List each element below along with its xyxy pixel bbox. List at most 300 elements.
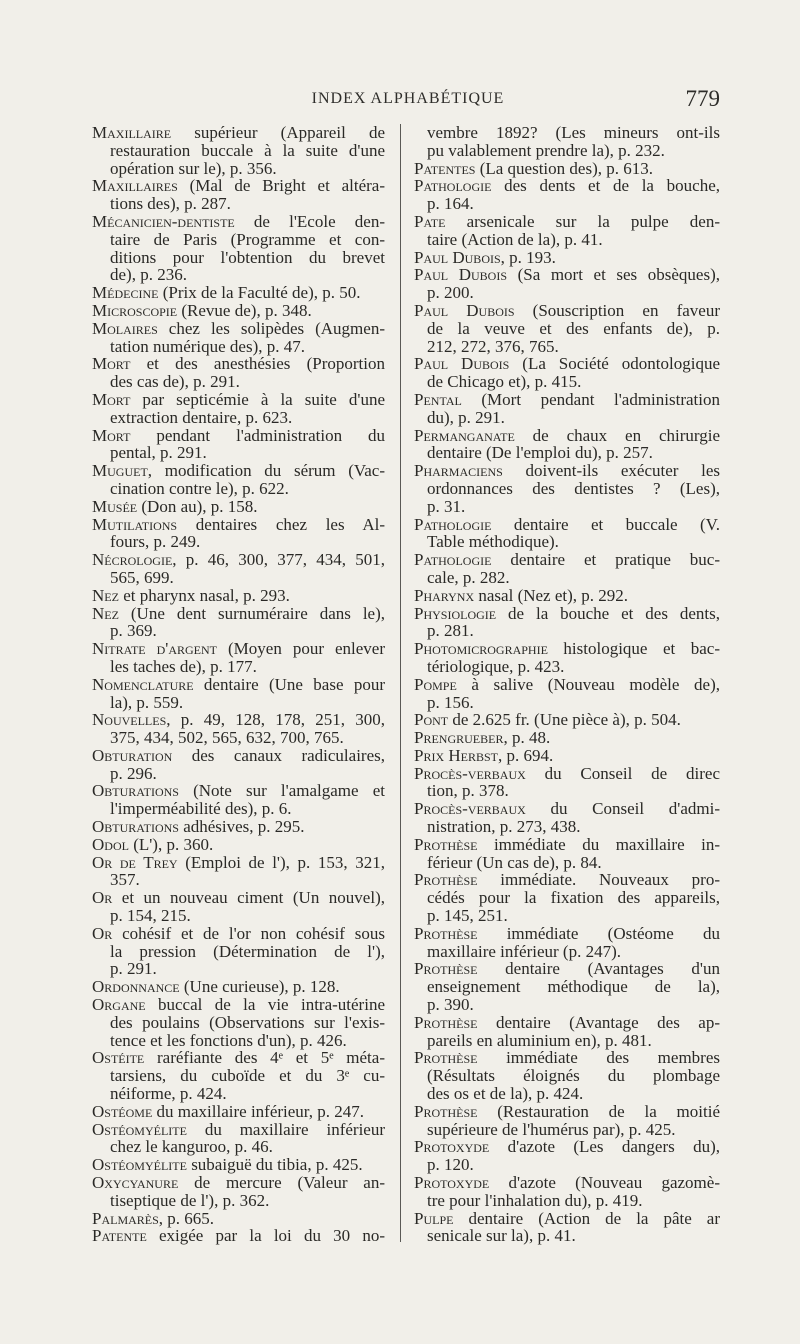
entry-text: vembre 1892? (Les mineurs ont-ils [427, 123, 720, 142]
entry-text: pareils en aluminium en), p. 481. [427, 1030, 652, 1050]
entry-line [414, 889, 720, 907]
entry-line [414, 480, 720, 498]
entry-text: opération sur le), p. 356. [110, 158, 277, 178]
entry-line [92, 1227, 385, 1245]
entry-text: immédiate (Ostéome du [477, 923, 720, 943]
index-entry [414, 213, 720, 249]
entry-line [92, 871, 385, 889]
entry-line [414, 462, 720, 480]
entry-headword: Pathologie [414, 176, 492, 196]
entry-line [92, 1049, 385, 1067]
entry-line [92, 996, 385, 1014]
entry-headword: Pont [414, 710, 449, 730]
entry-line [414, 658, 720, 676]
index-entry [414, 1049, 720, 1102]
entry-text: (Note sur l'amalgame et [178, 781, 385, 801]
index-entry [92, 1227, 385, 1245]
entry-line [414, 747, 720, 765]
index-entry [92, 747, 385, 783]
entry-text: tion, p. 378. [427, 781, 509, 801]
entry-line [92, 622, 385, 640]
entry-headword: Procès-verbaux [414, 799, 526, 819]
entry-text: maxillaire inférieur (p. 247). [427, 941, 622, 961]
entry-line [414, 427, 720, 445]
index-entry [92, 355, 385, 391]
entry-line [414, 195, 720, 213]
entry-line [414, 782, 720, 800]
entry-line [414, 836, 720, 854]
entry-headword: Or [92, 923, 113, 943]
index-entry [92, 587, 385, 605]
entry-line [92, 160, 385, 178]
entry-text: arsenicale sur la pulpe den- [445, 211, 720, 231]
entry-headword: Obturation [92, 745, 173, 765]
entry-line [92, 462, 385, 480]
entry-headword: Paul Dubois [414, 354, 510, 374]
index-entry [92, 605, 385, 641]
entry-line [92, 373, 385, 391]
entry-headword: Prothèse [414, 834, 478, 854]
entry-line [414, 800, 720, 818]
entry-line [92, 177, 385, 195]
index-entry [92, 1103, 385, 1121]
entry-line [92, 943, 385, 961]
entry-line [92, 960, 385, 978]
running-head: INDEX ALPHABÉTIQUE [311, 90, 505, 107]
entry-line [92, 391, 385, 409]
entry-line [414, 587, 720, 605]
entry-text: chez le kanguroo, p. 46. [110, 1137, 273, 1157]
entry-headword: Pharynx [414, 585, 475, 605]
entry-line [92, 533, 385, 551]
entry-headword: Physiologie [414, 603, 497, 623]
entry-text: tence et les fonctions d'un), p. 426. [110, 1030, 347, 1050]
entry-line [414, 1085, 720, 1103]
entry-headword: Pental [414, 389, 462, 409]
entry-text: dentaires chez les Al- [177, 514, 385, 534]
entry-headword: Nez [92, 585, 119, 605]
entry-text: dentaire et buccale (V. [491, 514, 720, 534]
entry-text: histologique et bac- [547, 639, 720, 659]
entry-line [92, 444, 385, 462]
entry-headword: Protoxyde [414, 1137, 490, 1157]
entry-text: par septicémie à la suite d'une [130, 389, 385, 409]
index-entry [92, 1210, 385, 1228]
entry-text: fours, p. 249. [110, 532, 201, 552]
index-entry [414, 1174, 720, 1210]
index-entry [414, 160, 720, 178]
index-entry [92, 498, 385, 516]
entry-line [92, 569, 385, 587]
entry-text: dentaire et pratique buc- [491, 550, 720, 570]
entry-headword: Patente [92, 1226, 147, 1246]
entry-headword: Muguet [92, 461, 148, 481]
entry-line [92, 142, 385, 160]
entry-text: , p. 46, 300, 377, 434, 501, [172, 550, 385, 570]
entry-headword: Musée [92, 496, 138, 516]
entry-headword: Organe [92, 995, 146, 1015]
index-entry [92, 1156, 385, 1174]
entry-line [414, 1032, 720, 1050]
entry-text: cohésif et de l'or non cohésif sous [112, 923, 385, 943]
entry-line [414, 177, 720, 195]
entry-text: , p. 48. [503, 728, 551, 748]
entry-headword: Ordonnance [92, 977, 180, 997]
entry-line [92, 978, 385, 996]
entry-line [414, 124, 720, 142]
entry-text: immédiate. Nouveaux pro- [477, 870, 720, 890]
entry-text: supérieure de l'humérus par), p. 425. [427, 1119, 676, 1139]
entry-text: pental, p. 291. [110, 443, 207, 463]
entry-line [414, 284, 720, 302]
entry-text: d'azote (Les dangers du), [489, 1137, 720, 1157]
index-entry [414, 925, 720, 961]
entry-text: 212, 272, 376, 765. [427, 336, 559, 356]
entry-line [92, 605, 385, 623]
entry-line [414, 711, 720, 729]
index-entry [92, 836, 385, 854]
entry-text: (Restauration de la moitié [477, 1101, 720, 1121]
entry-line [92, 782, 385, 800]
index-entry [92, 978, 385, 996]
index-entry [414, 747, 720, 765]
entry-line [414, 1227, 720, 1245]
entry-text: p. 281. [427, 621, 474, 641]
entry-headword: Nouvelles [92, 710, 167, 730]
entry-line [92, 498, 385, 516]
entry-text: tériologique, p. 423. [427, 656, 565, 676]
entry-text: des dents et de la bouche, [491, 176, 720, 196]
entry-text: doivent-ils exécuter les [502, 461, 720, 481]
entry-line [92, 658, 385, 676]
entry-text: , p. 665. [158, 1208, 215, 1228]
entry-text: buccal de la vie intra-utérine [145, 995, 385, 1015]
entry-line [414, 249, 720, 267]
index-entry [414, 587, 720, 605]
entry-headword: Pathologie [414, 550, 492, 570]
entry-headword: Nez [92, 603, 119, 623]
entry-line [414, 355, 720, 373]
index-entry [92, 124, 385, 177]
entry-line [414, 1103, 720, 1121]
entry-line [92, 1156, 385, 1174]
entry-text: tre pour l'inhalation du), p. 419. [427, 1190, 643, 1210]
entry-text: p. 154, 215. [110, 906, 191, 926]
index-entry [414, 551, 720, 587]
entry-headword: Prix Herbst [414, 745, 498, 765]
entry-headword: Molaires [92, 318, 158, 338]
entry-line [92, 1085, 385, 1103]
index-entry [92, 818, 385, 836]
entry-text: supérieur (Appareil de [171, 123, 385, 142]
entry-line [414, 338, 720, 356]
entry-text: de chaux en chirurgie [514, 425, 720, 445]
entry-line [414, 1192, 720, 1210]
entry-line [414, 640, 720, 658]
entry-headword: Mort [92, 389, 131, 409]
entry-text: Table méthodique). [427, 532, 559, 552]
entry-text: (Revue de), p. 348. [177, 300, 312, 320]
entry-line [92, 1014, 385, 1032]
entry-text: (Prix de la Faculté de), p. 50. [158, 283, 361, 303]
entry-line [414, 160, 720, 178]
entry-line [92, 765, 385, 783]
entry-line [92, 409, 385, 427]
entry-text: des os et de la), p. 424. [427, 1084, 584, 1104]
entry-headword: Ostéome [92, 1101, 153, 1121]
entry-line [414, 373, 720, 391]
entry-headword: Pulpe [414, 1208, 454, 1228]
entry-text: taire (Action de la), p. 41. [427, 229, 603, 249]
entry-text: néiforme, p. 424. [110, 1084, 227, 1104]
entry-text: p. 369. [110, 621, 157, 641]
entry-line [414, 1049, 720, 1067]
entry-line [414, 1138, 720, 1156]
entry-headword: Mort [92, 425, 131, 445]
entry-text: de), p. 236. [110, 265, 187, 285]
entry-line [92, 925, 385, 943]
entry-line [414, 302, 720, 320]
index-entry [414, 177, 720, 213]
entry-line [92, 1103, 385, 1121]
index-entry [92, 213, 385, 284]
entry-headword: Ostéite [92, 1048, 145, 1068]
entry-line [92, 1192, 385, 1210]
entry-line [92, 1174, 385, 1192]
entry-headword: Patentes [414, 158, 476, 178]
index-entry [414, 765, 720, 801]
entry-headword: Nécrologie [92, 550, 173, 570]
entry-text: taire de Paris (Programme et con- [110, 229, 385, 249]
entry-line [414, 1174, 720, 1192]
entry-headword: Oxycyanure [92, 1173, 179, 1193]
index-entry [92, 551, 385, 587]
index-entry [92, 302, 385, 320]
entry-text: dentaire (Avantages d'un [477, 959, 720, 979]
index-entry [92, 925, 385, 978]
entry-headword: Prengrueber [414, 728, 504, 748]
entry-line [414, 871, 720, 889]
entry-headword: Photomicrographie [414, 639, 548, 659]
entry-line [414, 569, 720, 587]
entry-headword: Paul Dubois [414, 265, 507, 285]
entry-headword: Prothèse [414, 1012, 478, 1032]
entry-text: adhésives, p. 295. [178, 817, 305, 837]
index-entry [414, 729, 720, 747]
index-entry [414, 302, 720, 355]
entry-line [414, 498, 720, 516]
entry-text: (Moyen pour enlever [217, 639, 385, 659]
entry-line [414, 765, 720, 783]
entry-line [414, 516, 720, 534]
entry-line [92, 302, 385, 320]
entry-line [414, 605, 720, 623]
index-entry [92, 462, 385, 498]
entry-text: du Conseil d'admi- [525, 799, 720, 819]
index-entry [414, 391, 720, 427]
entry-headword: Microscopie [92, 300, 178, 320]
entry-line [414, 1121, 720, 1139]
entry-line [92, 1138, 385, 1156]
entry-headword: Maxillaire [92, 123, 172, 142]
entry-text: pu valablement prendre la), p. 232. [427, 140, 665, 160]
entry-headword: Or de Trey [92, 852, 178, 872]
entry-headword: Maxillaires [92, 176, 178, 196]
entry-text: (La Société odontologique [509, 354, 720, 374]
entry-text: de la veuve et des enfants de), p. [427, 318, 720, 338]
entry-headword: Obturations [92, 817, 179, 837]
index-entry [92, 320, 385, 356]
entry-text: du maxillaire inférieur, p. 247. [152, 1101, 365, 1121]
entry-headword: Médecine [92, 283, 159, 303]
index-entry [92, 177, 385, 213]
entry-text: dentaire (Action de la pâte ar [453, 1208, 720, 1228]
entry-line [92, 747, 385, 765]
entry-headword: Prothèse [414, 870, 478, 890]
entry-text: (Emploi de l'), p. 153, 321, [177, 852, 385, 872]
entry-text: et des anesthésies (Proportion [130, 354, 385, 374]
entry-line [414, 907, 720, 925]
entry-line [92, 338, 385, 356]
entry-text: de Chicago et), p. 415. [427, 372, 582, 392]
index-entry [414, 676, 720, 712]
entry-line [414, 551, 720, 569]
index-column-left [92, 124, 385, 1245]
index-entry [414, 605, 720, 641]
entry-line [92, 907, 385, 925]
entry-line [414, 1014, 720, 1032]
entry-line [414, 533, 720, 551]
index-entry [92, 889, 385, 925]
entry-text: restauration buccale à la suite d'une [110, 140, 385, 160]
entry-headword: Prothèse [414, 1048, 478, 1068]
entry-line [92, 1067, 385, 1085]
entry-line [414, 1156, 720, 1174]
index-entry [414, 800, 720, 836]
entry-headword: Prothèse [414, 959, 478, 979]
entry-line [92, 694, 385, 712]
entry-text: des canaux radiculaires, [172, 745, 385, 765]
entry-text: de la bouche et des dents, [496, 603, 720, 623]
index-entry [414, 1014, 720, 1050]
entry-line [414, 729, 720, 747]
entry-line [414, 622, 720, 640]
entry-line [414, 409, 720, 427]
entry-text: tarsiens, du cuboïde et du 3ᵉ cu- [110, 1066, 385, 1086]
entry-text: , p. 193. [500, 247, 556, 267]
entry-headword: Nitrate d'argent [92, 639, 217, 659]
entry-line [414, 943, 720, 961]
entry-text: p. 390. [427, 995, 474, 1015]
entry-text: (Mal de Bright et altéra- [177, 176, 385, 196]
entry-text: exigée par la loi du 30 no- [146, 1226, 385, 1246]
entry-text: férieur (Un cas de), p. 84. [427, 852, 602, 872]
index-entry [414, 1103, 720, 1139]
entry-text: et pharynx nasal, p. 293. [118, 585, 290, 605]
entry-text: (Une dent surnuméraire dans le), [118, 603, 385, 623]
entry-text: immédiate des membres [477, 1048, 720, 1068]
entry-text: nasal (Nez et), p. 292. [474, 585, 629, 605]
entry-text: cination contre le), p. 622. [110, 478, 289, 498]
entry-text: , modification du sérum (Vac- [147, 461, 385, 481]
entry-headword: Or [92, 888, 113, 908]
entry-line [92, 355, 385, 373]
entry-text: p. 156. [427, 692, 474, 712]
index-entry [92, 284, 385, 302]
index-entry [92, 516, 385, 552]
entry-line [414, 1210, 720, 1228]
index-entry [92, 676, 385, 712]
page-number: 779 [685, 86, 720, 111]
entry-headword: Paul Dubois [414, 300, 515, 320]
entry-headword: Mort [92, 354, 131, 374]
entry-text: 357. [110, 870, 140, 890]
entry-text: subaiguë du tibia, p. 425. [186, 1155, 363, 1175]
entry-line [414, 960, 720, 978]
entry-line [92, 124, 385, 142]
entry-text: (La question des), p. 613. [475, 158, 653, 178]
entry-headword: Mécanicien-dentiste [92, 211, 235, 231]
entry-text: (Sa mort et ses obsèques), [507, 265, 720, 285]
index-entry [92, 1174, 385, 1210]
entry-line [92, 587, 385, 605]
entry-text: cédés pour la fixation des appareils, [427, 888, 720, 908]
entry-headword: Palmarès [92, 1208, 159, 1228]
index-entry [414, 1210, 720, 1246]
entry-line [92, 249, 385, 267]
entry-text: pendant l'administration du [130, 425, 385, 445]
entry-text: ordonnances des dentistes ? (Les), [427, 478, 720, 498]
index-entry [414, 124, 720, 160]
entry-text: (Résultats éloignés du plombage [427, 1066, 720, 1086]
entry-line [414, 818, 720, 836]
entry-line [92, 1210, 385, 1228]
entry-headword: Pathologie [414, 514, 492, 534]
entry-text: p. 145, 251. [427, 906, 508, 926]
entry-line [414, 231, 720, 249]
index-entry [414, 711, 720, 729]
entry-line [92, 729, 385, 747]
entry-line [414, 1067, 720, 1085]
entry-line [92, 836, 385, 854]
entry-text: nistration, p. 273, 438. [427, 817, 581, 837]
entry-line [92, 284, 385, 302]
entry-text: ditions pour l'obtention du brevet [110, 247, 385, 267]
index-entry [414, 516, 720, 552]
entry-line [92, 213, 385, 231]
index-entry [414, 871, 720, 924]
entry-line [92, 676, 385, 694]
entry-headword: Ostéomyélite [92, 1155, 187, 1175]
entry-line [414, 320, 720, 338]
entry-text: des cas de), p. 291. [110, 372, 240, 392]
entry-line [92, 231, 385, 249]
entry-text: et un nouveau ciment (Un nouvel), [112, 888, 385, 908]
entry-headword: Paul Dubois [414, 247, 501, 267]
entry-text: des poulains (Observations sur l'exis- [110, 1012, 385, 1032]
entry-text: p. 200. [427, 283, 474, 303]
entry-text: 375, 434, 502, 565, 632, 700, 765. [110, 728, 344, 748]
entry-line [92, 195, 385, 213]
entry-headword: Prothèse [414, 923, 478, 943]
index-entry [414, 462, 720, 515]
index-entry [92, 782, 385, 818]
entry-text: la), p. 559. [110, 692, 184, 712]
entry-text: (Une curieuse), p. 128. [179, 977, 340, 997]
entry-text: p. 164. [427, 194, 474, 214]
index-entry [92, 391, 385, 427]
entry-text: (Souscription en faveur [514, 300, 720, 320]
